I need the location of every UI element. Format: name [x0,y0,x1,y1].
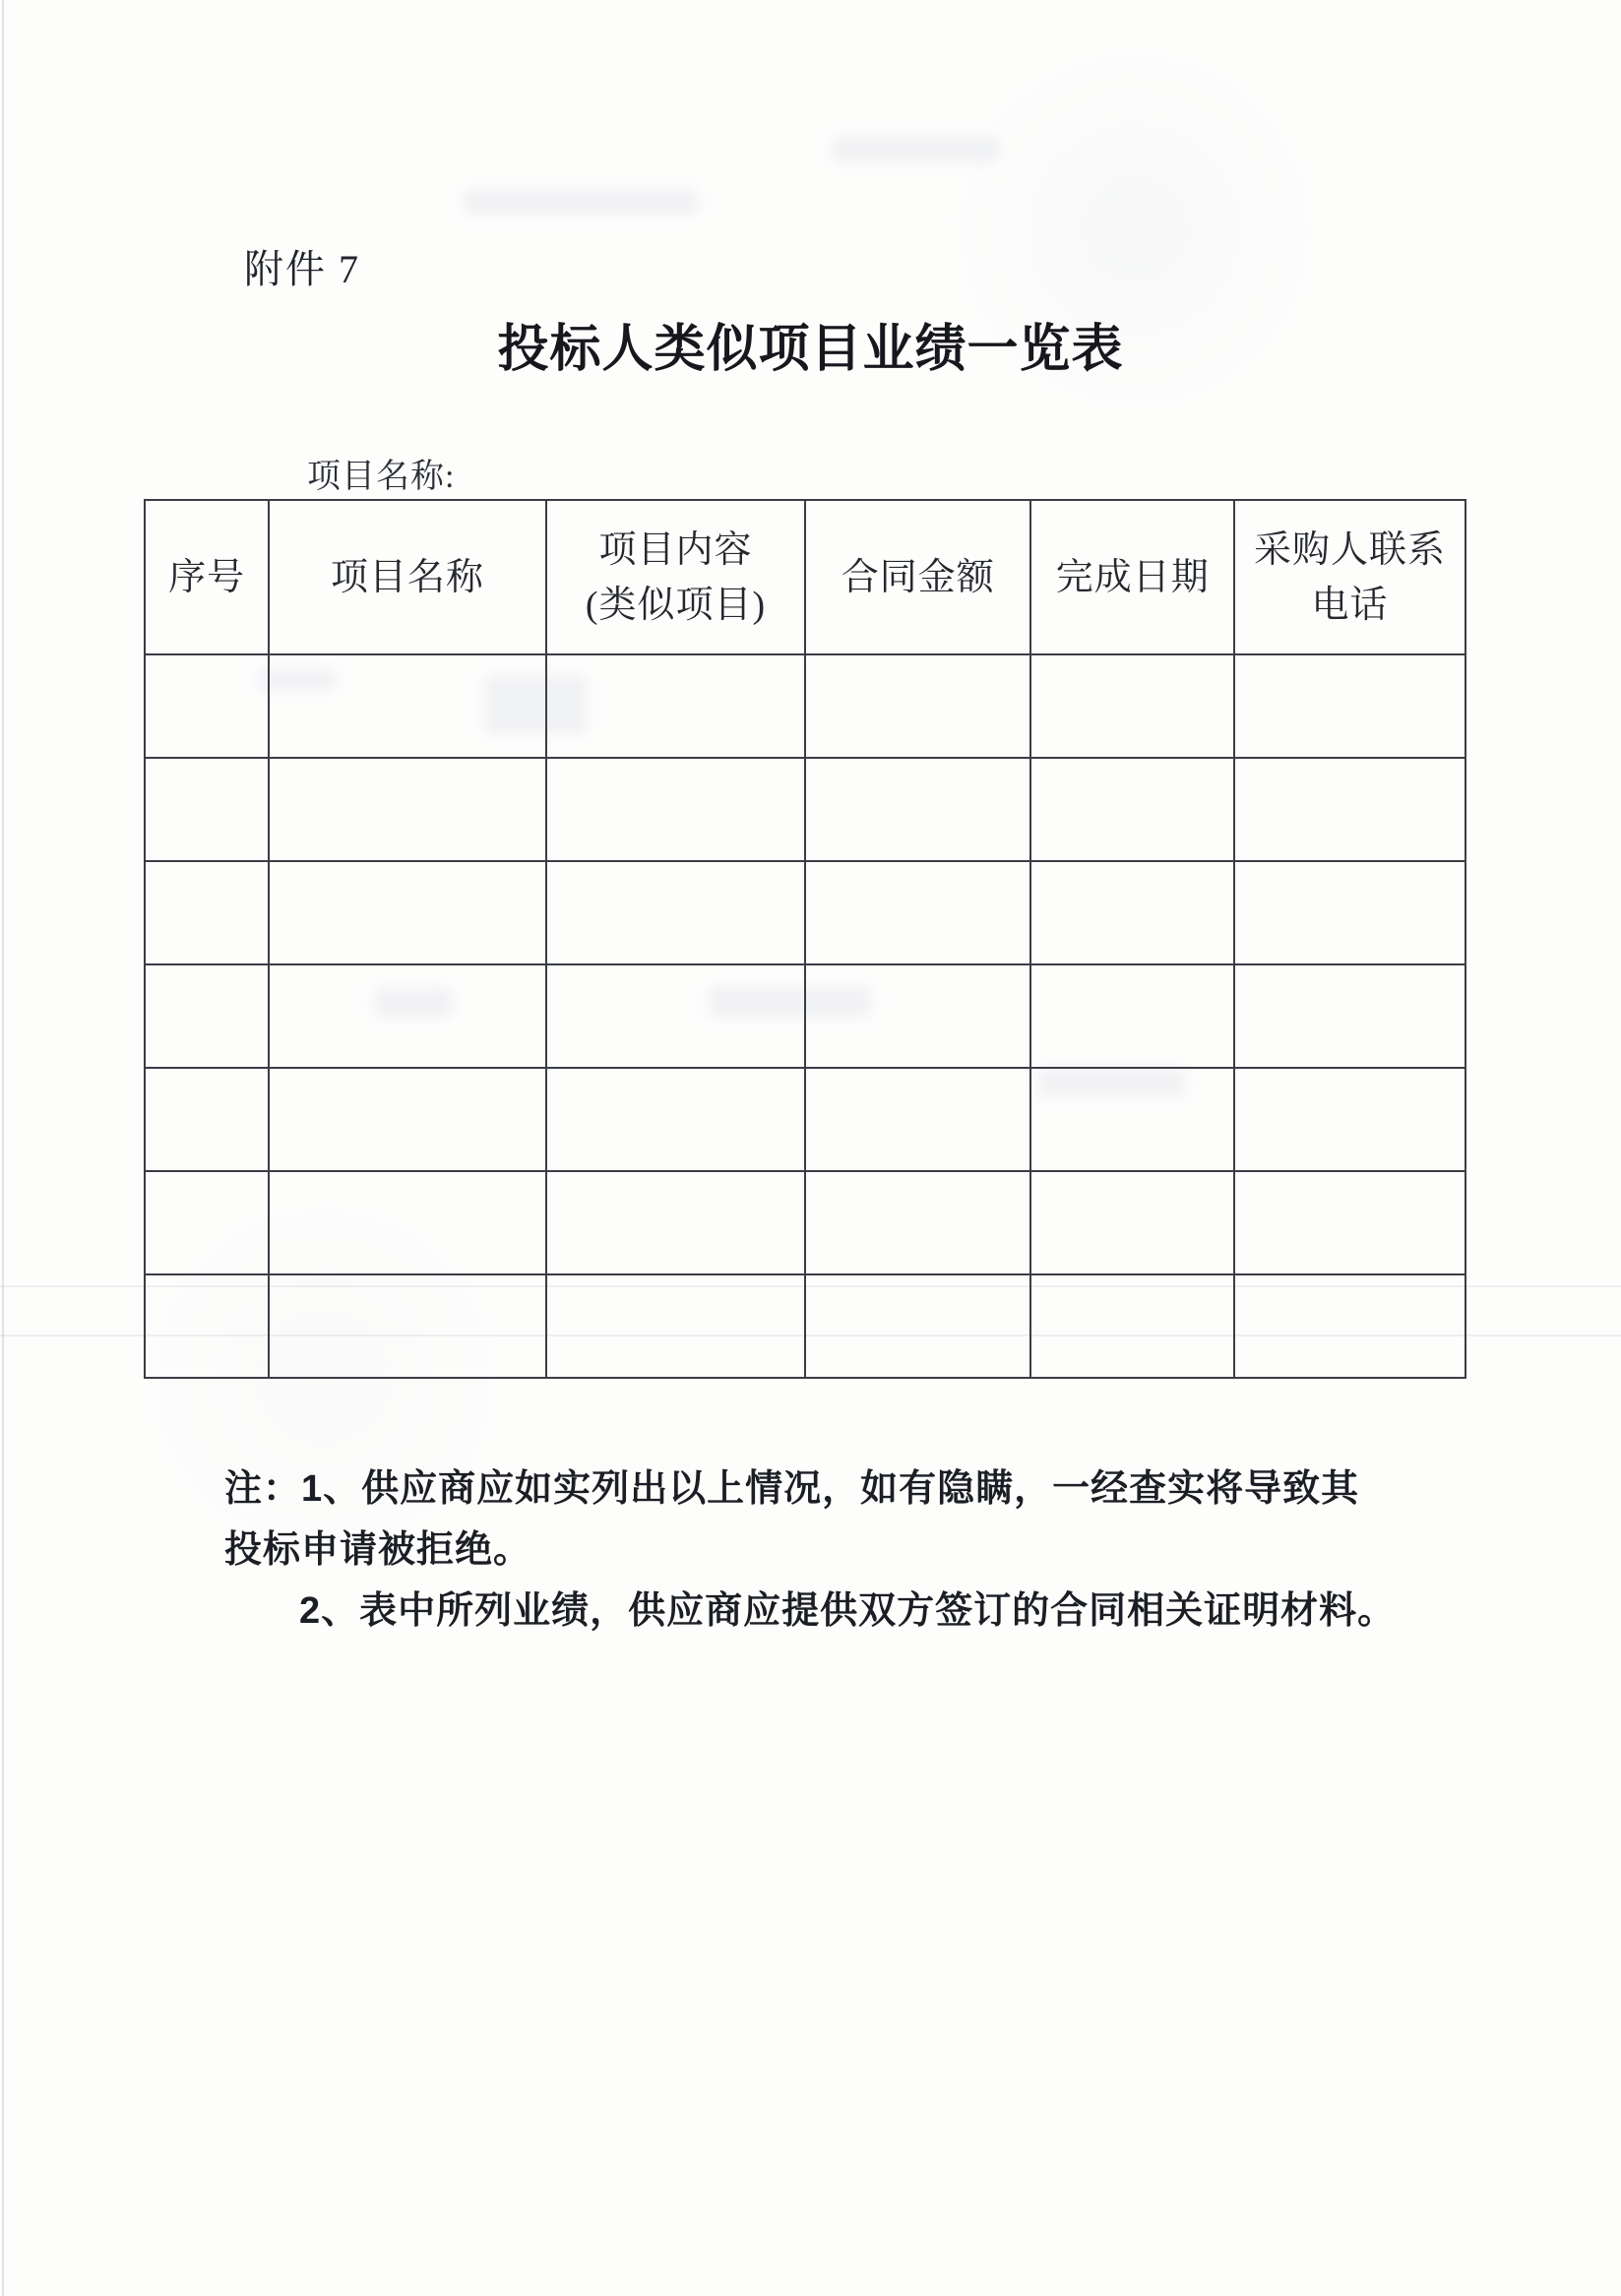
empty-cell [145,1068,269,1171]
empty-cell [145,1171,269,1274]
empty-cell [1234,1274,1465,1378]
empty-cell [546,654,805,758]
header-text: 电话 [1311,584,1389,626]
column-header-purchaser-phone [1234,500,1465,654]
empty-cell [269,1068,546,1171]
header-text: 项目内容 [598,528,753,571]
table-row [145,861,1465,964]
header-text: 项目名称 [331,556,485,598]
header-text: 合同金额 [841,556,995,598]
note-1-line-1: 注：1、供应商应如实列出以上情况，如有隐瞒，一经查实将导致其 [224,1468,1360,1510]
empty-cell [546,758,805,861]
table-row [145,1068,1465,1171]
header-text: 完成日期 [1055,556,1210,598]
empty-cell [269,861,546,964]
table-row [145,1274,1465,1378]
note-1-line-2: 投标申请被拒绝。 [224,1529,532,1571]
table-row [145,964,1465,1068]
empty-cell [1030,758,1234,861]
document-title: 投标人类似项目业绩一览表 [497,321,1124,378]
table-header-row [145,500,1465,654]
header-text: 序号 [168,556,246,598]
empty-cell [269,1274,546,1378]
empty-cell [145,1274,269,1378]
column-header-serial-number [145,500,269,654]
empty-cell [805,964,1030,1068]
header-text: 采购人联系 [1254,528,1447,571]
empty-cell [1234,964,1465,1068]
scan-smudge-artifact [832,136,999,163]
table-row [145,758,1465,861]
empty-cell [1234,654,1465,758]
empty-cell [145,861,269,964]
column-header-contract-amount [805,500,1030,654]
empty-cell [1234,758,1465,861]
empty-cell [269,758,546,861]
empty-cell [269,1171,546,1274]
empty-cell [1030,1068,1234,1171]
column-header-project-content [546,500,805,654]
empty-cell [805,1274,1030,1378]
empty-cell [1234,1171,1465,1274]
empty-cell [805,1171,1030,1274]
empty-cell [145,654,269,758]
note-2: 2、表中所列业绩，供应商应提供双方签订的合同相关证明材料。 [299,1590,1397,1632]
empty-cell [805,654,1030,758]
empty-cell [1030,1274,1234,1378]
column-header-completion-date [1030,500,1234,654]
attachment-number-label: 附件 7 [244,247,360,291]
scan-smudge-artifact [463,189,699,215]
empty-cell [1030,964,1234,1068]
empty-cell [145,964,269,1068]
performance-table [144,499,1466,1379]
notes-block [224,1458,1405,1642]
empty-cell [546,1068,805,1171]
empty-cell [269,964,546,1068]
header-text: (类似项目) [585,584,767,626]
empty-cell [805,1068,1030,1171]
empty-cell [546,1274,805,1378]
empty-cell [805,861,1030,964]
empty-cell [546,861,805,964]
empty-cell [145,758,269,861]
empty-cell [1030,1171,1234,1274]
table-row [145,1171,1465,1274]
empty-cell [1234,861,1465,964]
empty-cell [546,1171,805,1274]
table-body [145,654,1465,1378]
empty-cell [1030,654,1234,758]
empty-cell [805,758,1030,861]
empty-cell [1030,861,1234,964]
empty-cell [1234,1068,1465,1171]
empty-cell [546,964,805,1068]
project-name-label: 项目名称: [307,459,456,495]
empty-cell [269,654,546,758]
column-header-project-name [269,500,546,654]
table-row [145,654,1465,758]
